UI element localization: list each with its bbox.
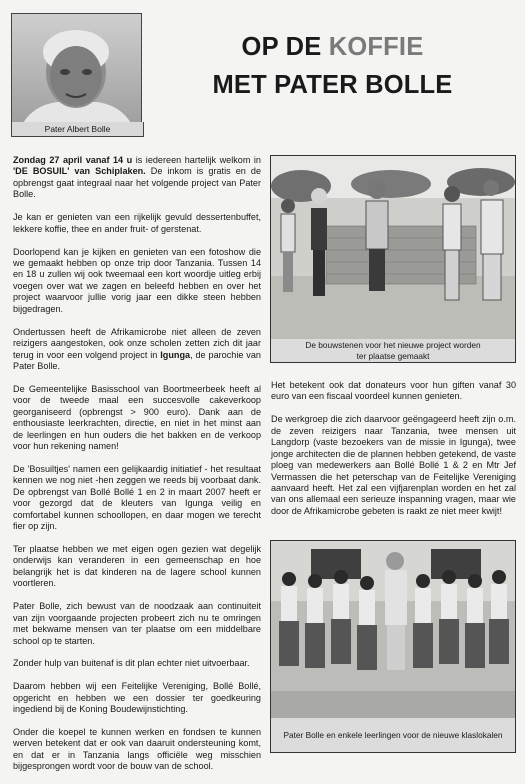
- paragraph-workgroup: De werkgroep die zich daarvoor geëngageerd heeft zijn o.m. de zeven reizigers naar Tanzania, twee mensen uit Langdorp (vaste bezoekers van de missie in Igunga), twee jonge architecten die de plannen hebben getekend, de vaste ploeg van medewerkers aan Bollé Bollé 1 & 2 en Mtr Jef Vermassen die het peterschap van de Feitelijke Vereniging aanvaard heeft. Het zal een vijfjarenplan worden en het zal van ons allemaal een serieuze inspanning vragen, maar wie door de Afrikamicrobe gebeten is raakt ze niet meer kwijt!: [271, 414, 516, 516]
- schools-text-1: Ondertussen heeft de Afrikamicrobe niet alleen de zeven reizigers aangestoken, ook onze scholen zetten zich dit jaar terug in voor een volgend project in: [13, 326, 261, 360]
- paragraph-umbrella: Onder die koepel te kunnen werken en fondsen te kunnen werven betekent dat er ook van daaruit ondersteuning komt, en dat er in Tanzania langs officiële weg misschien bijgesprongen wordt voor de bouw van de school.: [13, 727, 261, 772]
- schools-text-2: , de parochie van Pater Bolle.: [13, 349, 261, 371]
- paragraph-tax-benefit: Het betekent ook dat donateurs voor hun giften vanaf 30 euro van een fiscaal voordeel kunnen genieten.: [271, 380, 516, 402]
- headline-line2: MET PATER BOLLE: [212, 71, 453, 99]
- intro-text-1: is iedereen hartelijk welkom in: [132, 155, 261, 165]
- left-column: [13, 155, 261, 784]
- portrait-photo: [11, 13, 142, 137]
- pupils-photo-caption: Pater Bolle en enkele leerlingen voor de nieuwe klaslokalen: [270, 718, 516, 753]
- intro-paragraph: [13, 155, 261, 201]
- headline-prefix: OP DE: [241, 33, 329, 61]
- paragraph-buffet: Je kan er genieten van een rijkelijk gevuld dessertenbuffet, lekkere koffie, thee en ander fruit- of gerstenat.: [13, 212, 261, 234]
- headline-highlight: KOFFIE: [328, 33, 424, 61]
- paragraph-continuity: Pater Bolle, zich bewust van de noodzaak aan continuiteit van zijn voorgaande projecten probeert zich nu te omringen met bekwame mensen van ter plaatse om een middelbare school op te starten.: [13, 601, 261, 646]
- parish-name: Igunga: [160, 349, 191, 360]
- pupils-photo: [270, 540, 516, 720]
- intro-text-2: De inkom is gratis en de opbrengst gaat integraal naar het volgende project van Pater Bolle.: [13, 166, 262, 200]
- paragraph-education: Ter plaatse hebben we met eigen ogen gezien wat degelijk onderwijs kan veranderen in een gemeenschap en hoe belangrijk het is dat kinderen na de lagere school kunnen voortleren.: [13, 544, 261, 589]
- bricks-caption-line2: ter plaatse gemaakt: [356, 350, 430, 361]
- right-column: [271, 380, 516, 529]
- paragraph-bosuiltjes: De 'Bosuiltjes' namen een gelijkaardig initiatief - het resultaat kennen we nog niet -hen zeggen we reeds bij voorbaat dank. De opbrengst van Bollé Bollé 1 en 2 in maart 2007 heeft er voor gezorgd dat de kleuters van Igunga veilig en comfortabel kunnen schoollopen, en daar mogen we terecht fier op zijn.: [13, 463, 261, 532]
- bricks-caption-line1: De bouwstenen voor het nieuwe project worden: [305, 340, 481, 350]
- venue-name: 'DE BOSUIL' van Schiplaken.: [13, 166, 146, 177]
- paragraph-outside-help: Zonder hulp van buitenaf is dit plan echter niet uitvoerbaar.: [13, 658, 250, 669]
- event-date: Zondag 27 april vanaf 14 u: [13, 155, 133, 165]
- paragraph-photoshow: Doorlopend kan je kijken en genieten van een fotoshow die we gemaakt hebben op onze trip door Tanzania. Tussen 14 en 18 u zullen wij ook tweemaal een kort woordje uitleg erbij voegen over wat we zagen en beleefd hebben en over het project waarvoor jullie vorig jaar een dikke steen hebben bijgedragen.: [13, 246, 261, 314]
- bricks-photo: [270, 155, 516, 340]
- portrait-caption: Pater Albert Bolle: [11, 122, 144, 137]
- paragraph-cake-sale: De Gemeentelijke Basisschool van Boortmeerbeek heeft al voor de tweede maal een succesvolle cakeverkoop georganiseerd (opbrengst > 900 euro). Dank aan de enthousiaste leerkrachten, directie, en niet in het minst aan de leerlingen en hun ouders die het bakken en de verkoop voor hun rekening namen!: [13, 383, 261, 452]
- article-headline: [150, 28, 515, 104]
- paragraph-schools: [13, 327, 261, 373]
- paragraph-association: Daarom hebben wij een Feitelijke Vereniging, Bollé Bollé, opgericht en hebben we een dossier ter goedkeuring ingediend bij de Koning Boudewijnstichting.: [13, 681, 261, 715]
- bricks-photo-caption: [270, 339, 516, 363]
